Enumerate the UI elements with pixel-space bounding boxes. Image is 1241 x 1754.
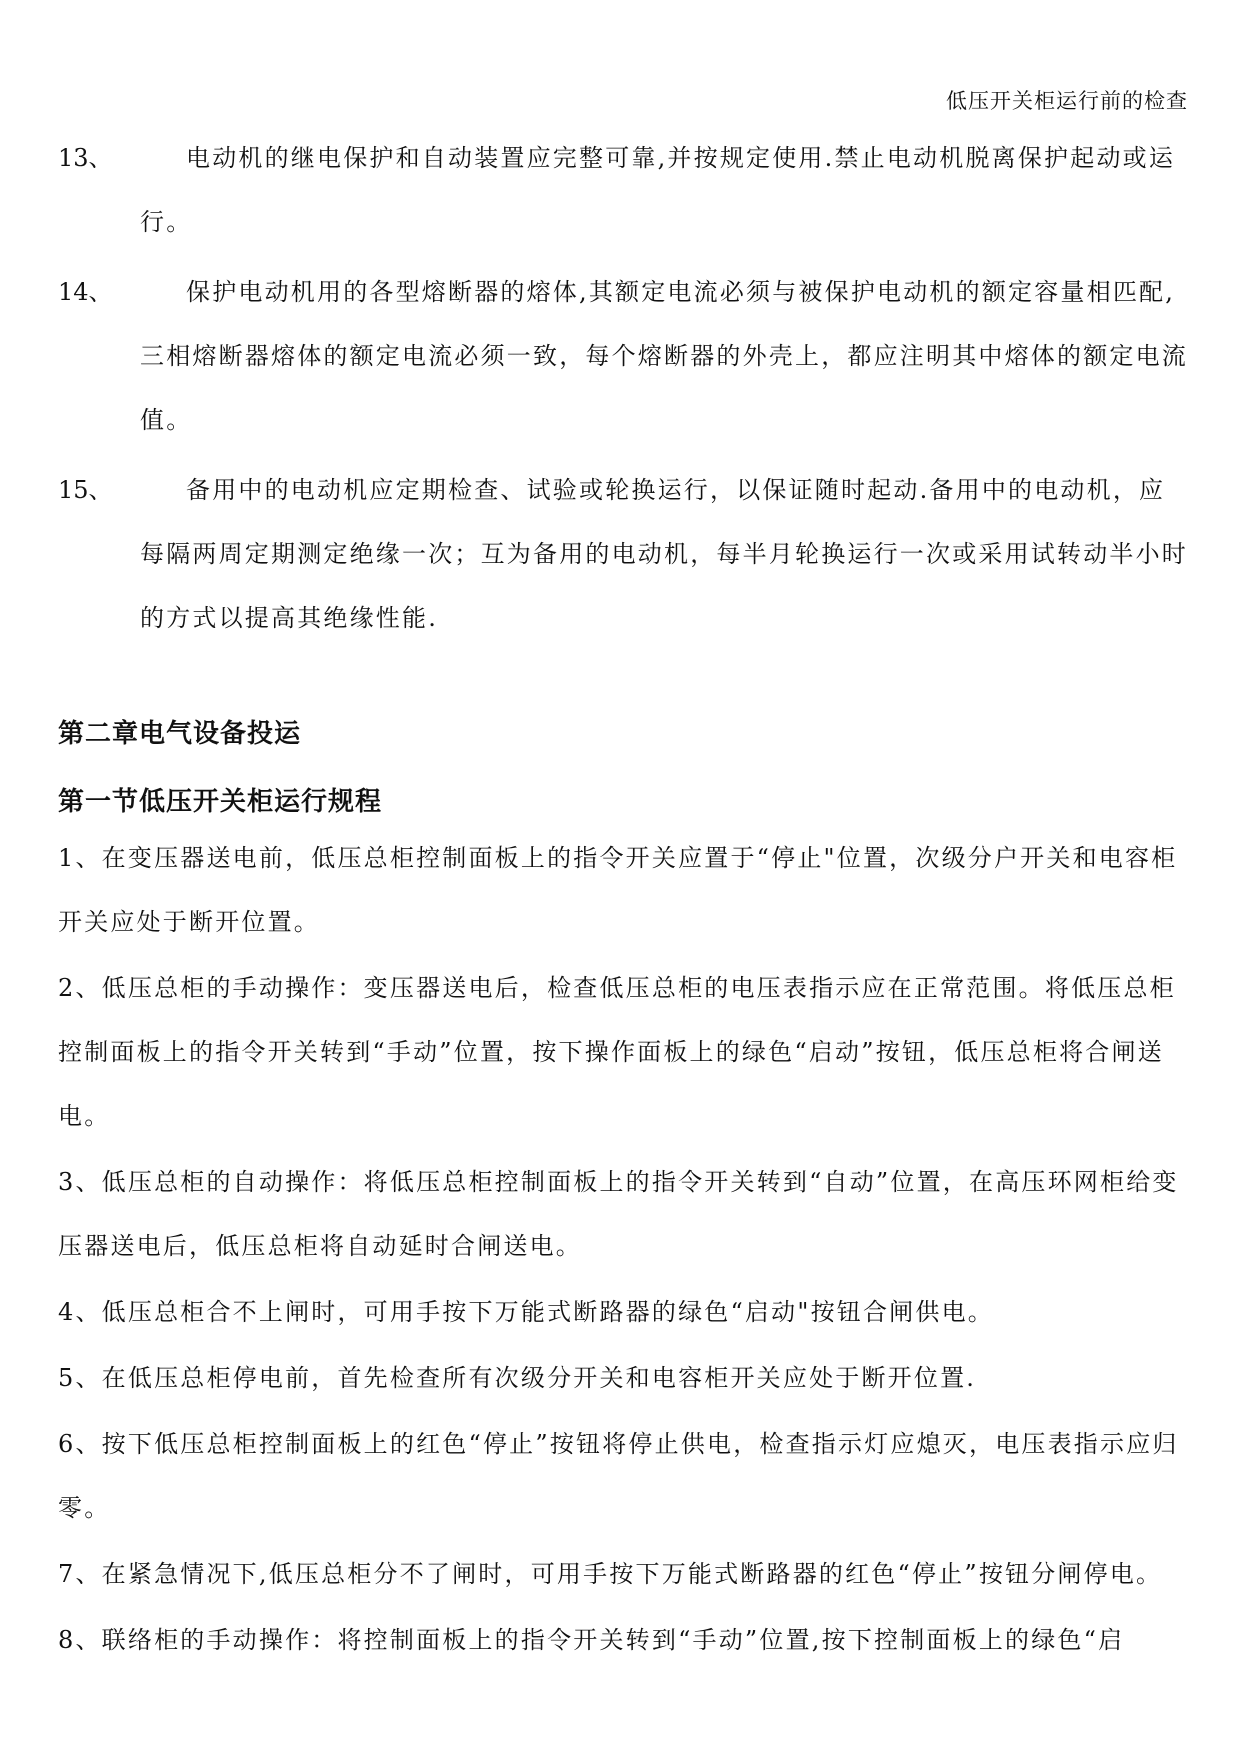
item-text: 电动机的继电保护和自动装置应完整可靠,并按规定使用.禁止电动机脱离保护起动或运行。	[140, 144, 1176, 236]
section-item-6: 6、按下低压总柜控制面板上的红色“停止”按钮将停止供电，检查指示灯应熄灭，电压表指示应归零。	[58, 1430, 1179, 1522]
item-number: 14、	[58, 278, 113, 306]
item-text: 保护电动机用的各型熔断器的熔体,其额定电流必须与被保护电动机的额定容量相匹配,三相熔断器熔体的额定电流必须一致，每个熔断器的外壳上，都应注明其中熔体的额定电流值。	[140, 278, 1188, 434]
running-header: 低压开关柜运行前的检查	[946, 89, 1188, 113]
section-item-3: 3、低压总柜的自动操作：将低压总柜控制面板上的指令开关转到“自动”位置，在高压环网柜给变压器送电后，低压总柜将自动延时合闸送电。	[58, 1168, 1179, 1260]
item-number: 15、	[58, 476, 113, 504]
section-item-2: 2、低压总柜的手动操作：变压器送电后，检查低压总柜的电压表指示应在正常范围。将低压总柜控制面板上的指令开关转到“手动”位置，按下操作面板上的绿色“启动”按钮，低压总柜将合闸送电。	[58, 974, 1176, 1130]
document-body	[58, 126, 1188, 1672]
chapter-title: 第二章电气设备投运	[58, 719, 302, 749]
item-number: 13、	[58, 144, 113, 172]
section-title: 第一节低压开关柜运行规程	[58, 787, 383, 817]
section-item-5: 5、在低压总柜停电前，首先检查所有次级分开关和电容柜开关应处于断开位置.	[58, 1364, 977, 1392]
section-item-1: 1、在变压器送电前，低压总柜控制面板上的指令开关应置于“停止"位置，次级分户开关和电容柜开关应处于断开位置。	[58, 844, 1178, 936]
numbered-item-13	[58, 126, 1188, 254]
item-text: 备用中的电动机应定期检查、试验或轮换运行，以保证随时起动.备用中的电动机，应每隔两周定期测定绝缘一次；互为备用的电动机，每半月轮换运行一次或采用试转动半小时的方式以提高其绝缘性能.	[140, 476, 1188, 632]
section-item-4: 4、低压总柜合不上闸时，可用手按下万能式断路器的绿色“启动"按钮合闸供电。	[58, 1298, 994, 1326]
section-item-7: 7、在紧急情况下,低压总柜分不了闸时，可用手按下万能式断路器的红色“停止”按钮分闸停电。	[58, 1560, 1163, 1588]
numbered-item-14	[58, 260, 1188, 452]
section-item-8: 8、联络柜的手动操作：将控制面板上的指令开关转到“手动”位置,按下控制面板上的绿色“启	[58, 1626, 1125, 1654]
numbered-item-15	[58, 458, 1188, 650]
